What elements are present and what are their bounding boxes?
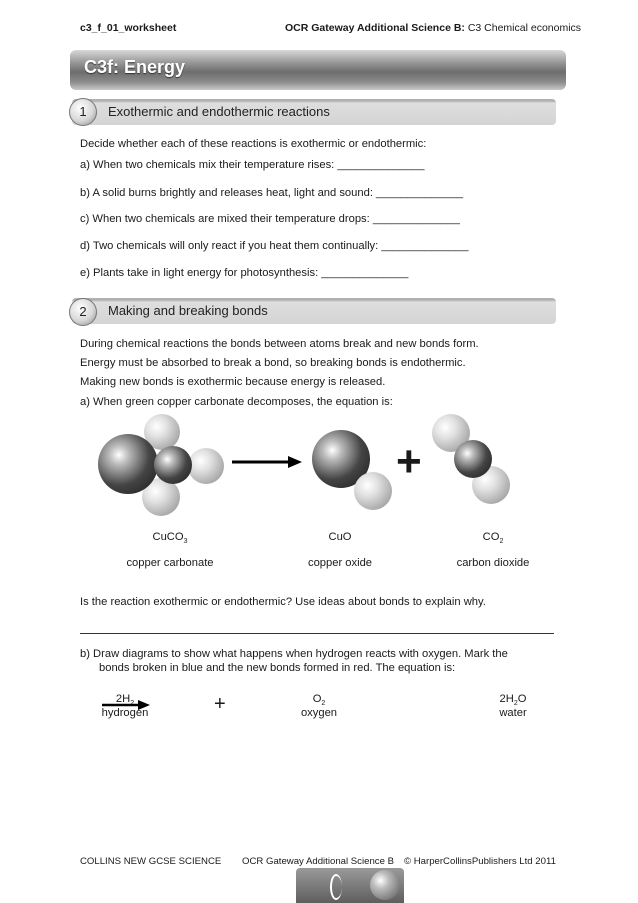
- question-c: c) When two chemicals are mixed their temperature drops: ______________: [80, 213, 460, 225]
- formula-cuo: CuO: [328, 531, 352, 543]
- sphere-icon: [370, 870, 400, 900]
- question-e: e) Plants take in light energy for photosynthesis: ______________: [80, 267, 409, 279]
- name-water: water: [499, 707, 527, 719]
- equation-plus-sign: +: [214, 693, 226, 715]
- title-bar: [70, 50, 566, 90]
- intro-line-2: Energy must be absorbed to break a bond, so breaking bonds is endothermic.: [80, 357, 466, 369]
- section-1-bar: [72, 99, 556, 125]
- copper-atom: [98, 434, 158, 494]
- question-b: b) A solid burns brightly and releases heat, light and sound: ______________: [80, 187, 464, 199]
- carbon-atom: [454, 440, 492, 478]
- name-hydrogen: hydrogen: [101, 707, 149, 719]
- plus-sign: +: [396, 437, 422, 486]
- formula-co2: $CO_2$: [482, 531, 504, 546]
- formula-o2: $O_2$: [312, 693, 326, 708]
- copper-oxide-molecule-diagram: [312, 430, 398, 512]
- footer-course: OCR Gateway Additional Science B: [242, 856, 394, 867]
- section-2-heading: Making and breaking bonds: [108, 303, 268, 318]
- name-carbon-dioxide: carbon dioxide: [456, 557, 530, 569]
- formula-cuco3: CuCO$_3$: [152, 531, 188, 546]
- course-header: OCR Gateway Additional Science B: C3 Chemical economics: [285, 22, 582, 34]
- intro-line-3: Making new bonds is exothermic because energy is released.: [80, 376, 386, 388]
- question-exo-endo: Is the reaction exothermic or endothermic? Use ideas about bonds to explain why.: [80, 596, 486, 608]
- name-oxygen: oxygen: [300, 707, 338, 719]
- carbon-atom: [154, 446, 192, 484]
- name-copper-carbonate: copper carbonate: [126, 557, 214, 569]
- page-corner-decoration: [296, 868, 404, 903]
- question-2b-line-1: b) Draw diagrams to show what happens when hydrogen reacts with oxygen. Mark the: [80, 648, 508, 660]
- section-1-intro: Decide whether each of these reactions is exothermic or endothermic:: [80, 138, 427, 150]
- section-1-number: 1: [69, 98, 97, 126]
- intro-line-1: During chemical reactions the bonds between atoms break and new bonds form.: [80, 338, 479, 350]
- oxygen-atom: [354, 472, 392, 510]
- question-2b-line-2: bonds broken in blue and the new bonds formed in red. The equation is:: [99, 662, 456, 674]
- footer-publisher-series: COLLINS NEW GCSE SCIENCE: [80, 856, 222, 867]
- formula-2h2o: $2H_2O$: [499, 693, 527, 708]
- section-2-number: 2: [69, 298, 97, 326]
- copper-carbonate-molecule-diagram: [96, 412, 226, 517]
- question-2a: a) When green copper carbonate decomposes, the equation is:: [80, 396, 393, 408]
- oxygen-atom: [188, 448, 224, 484]
- worksheet-code: c3_f_01_worksheet: [80, 22, 177, 34]
- question-d: d) Two chemicals will only react if you heat them continually: ______________: [80, 240, 469, 252]
- section-1-heading: Exothermic and endothermic reactions: [108, 104, 330, 119]
- formula-2h2: $2H_2$: [115, 693, 135, 708]
- page-title: C3f: Energy: [84, 57, 186, 77]
- reaction-arrow: [232, 454, 302, 470]
- footer-copyright: © HarperCollinsPublishers Ltd 2011: [404, 856, 556, 867]
- question-a: a) When two chemicals mix their temperature rises: ______________: [80, 159, 425, 171]
- section-2-bar: [72, 298, 556, 324]
- answer-line: [80, 633, 554, 634]
- name-copper-oxide: copper oxide: [307, 557, 373, 569]
- bracket-icon: [330, 874, 342, 900]
- carbon-dioxide-molecule-diagram: [432, 412, 514, 512]
